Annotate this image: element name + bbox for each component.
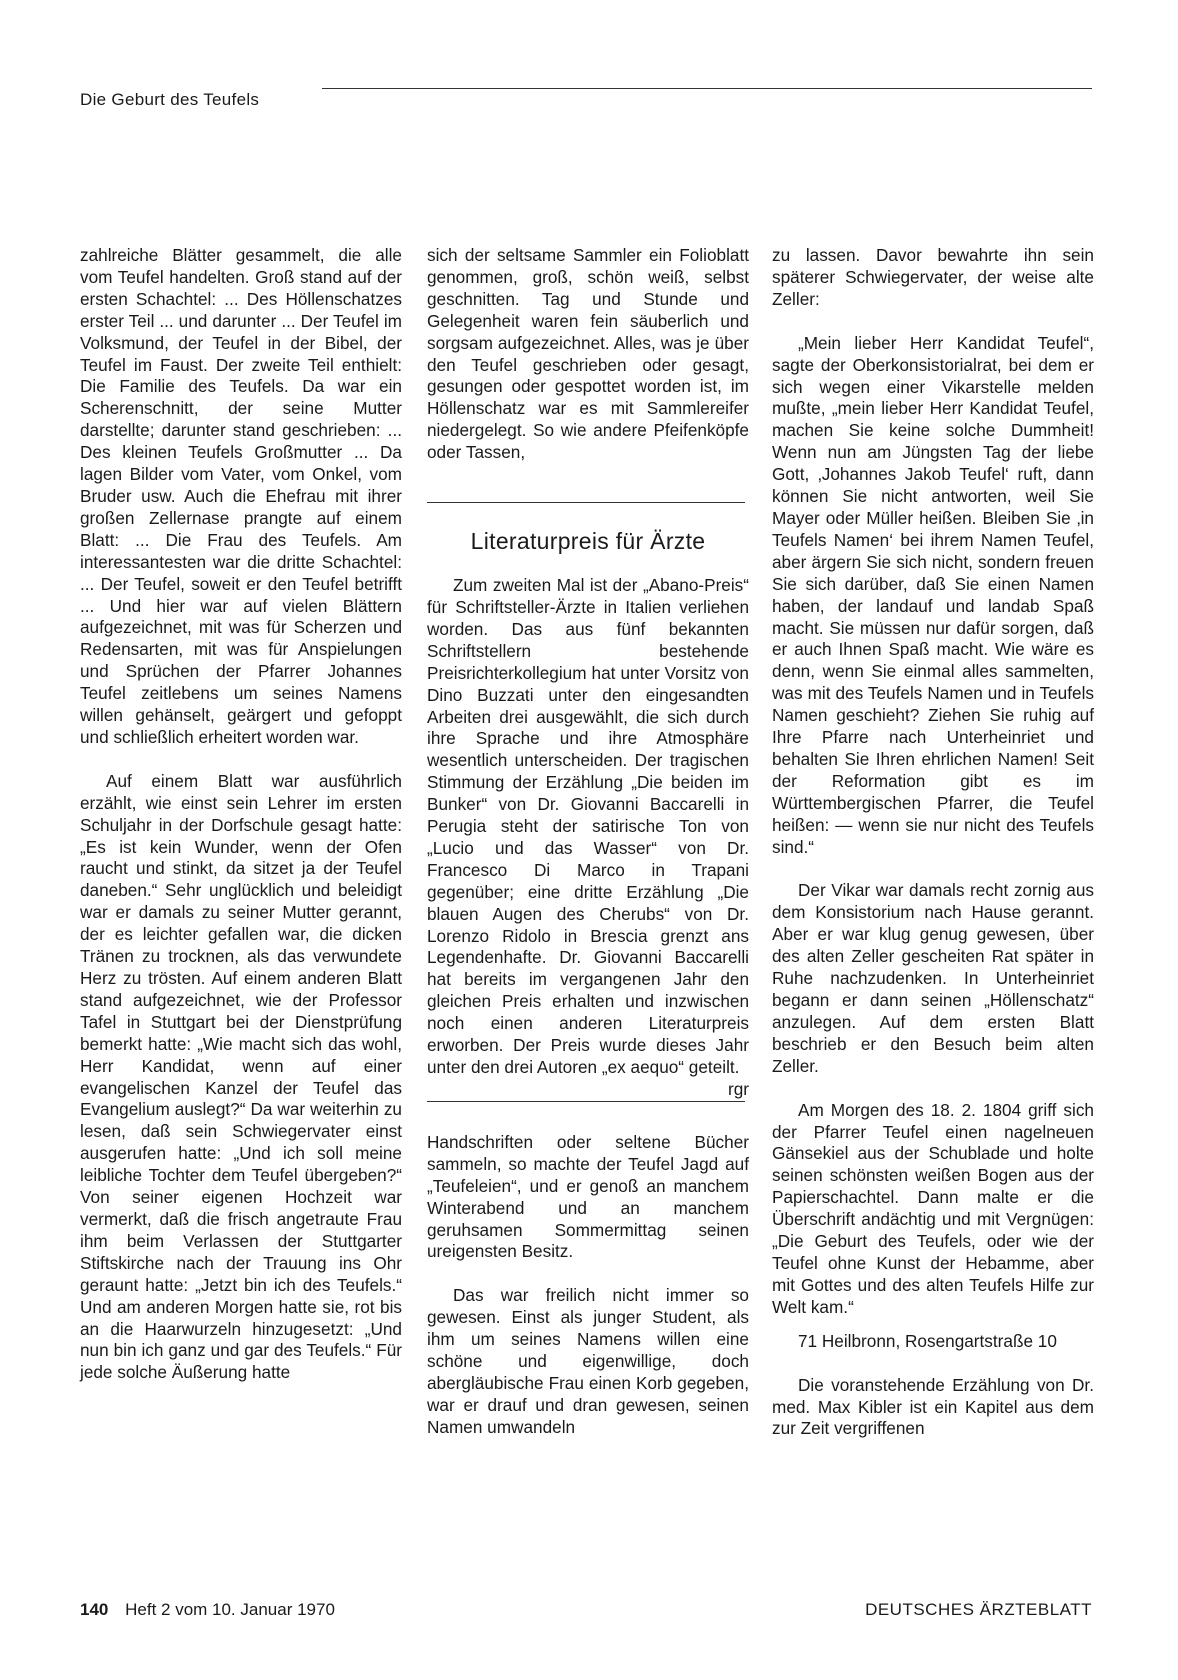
paragraph: Das war freilich nicht immer so gewesen. Einst als junger Student, als ihm um seines Namens willen eine schöne und eigenwillige, doch abergläubische Frau einen Korb gegeben, war er drauf und dran gewesen, seinen Namen umwandeln xyxy=(427,1285,749,1437)
column-1 xyxy=(80,245,402,1384)
paragraph: Am Morgen des 18. 2. 1804 griff sich der Pfarrer Teufel einen nagelneuen Gänsekiel aus der Schublade und holte seinen schönsten weißen Bogen aus der Papierschachtel. Dann malte er die Überschrift andächtig und mit Vergnügen: „Die Geburt des Teufels, oder wie der Teufel ohne Kunst der Hebamme, aber mit Gottes und des alten Teufels Hilfe zur Welt kam.“ xyxy=(772,1099,1094,1317)
header-rule xyxy=(322,88,1092,89)
issue-info: Heft 2 vom 10. Januar 1970 xyxy=(125,1600,335,1619)
paragraph: Auf einem Blatt war ausführlich erzählt, wie einst sein Lehrer im ersten Schuljahr in der Dorfschule gesagt hatte: „Es ist kein Wunder, wenn der Ofen raucht und stinkt, da sitzet ja der Teufel daneben.“ Sehr unglücklich und beleidigt war er damals zu seiner Mutter gerannt, der es leichter gefallen war, die dicken Tränen zu trocknen, als das verwundete Herz zu trösten. Auf einem anderen Blatt stand aufgezeichnet, wie der Professor Tafel in Stuttgart bei der Dienstprüfung bemerkt hatte: „Wie macht sich das wohl, Herr Kandidat, wenn auf einer evangelischen Kanzel der Teufel das Evangelium auslegt?“ Da war weiterhin zu lesen, daß sein Schwiegervater einst ausgerufen hatte: „Und ich soll meine leibliche Tochter dem Teufel übergeben?“ Von seiner eigenen Hochzeit war vermerkt, daß die frisch angetraute Frau ihm beim Verlassen der Stuttgarter Stiftskirche nach der Trauung ins Ohr geraunt hatte: „Jetzt bin ich des Teufels.“ Und am anderen Morgen hatte sie, rot bis an die Haarwurzeln hinzugesetzt: „Und nun bin ich ganz und gar des Teufels.“ Für jede solche Äußerung hatte xyxy=(80,770,402,1383)
paragraph: Handschriften oder seltene Bücher sammeln, so machte der Teufel Jagd auf „Teufeleien“, und er genoß an manchem Winterabend und an manchem geruhsamen Sommermittag seinen ureigensten Besitz. xyxy=(427,1131,749,1262)
paragraph: Die voranstehende Erzählung von Dr. med. Max Kibler ist ein Kapitel aus dem zur Zeit vergriffenen xyxy=(772,1374,1094,1439)
box-body: Zum zweiten Mal ist der „Abano-Preis“ für Schriftsteller-Ärzte in Italien verliehen worden. Das aus fünf bekannten Schriftstellern bestehende Preisrichterkollegium hat unter Vorsitz von Dino Buzzati unter den eingesandten Arbeiten drei ausgewählt, die sich durch ihre Sprache und ihre Atmosphäre wesentlich unterscheiden. Der tragischen Stimmung der Erzählung „Die beiden im Bunker“ von Dr. Giovanni Baccarelli in Perugia steht der satirische Ton von „Lucio und das Wasser“ von Dr. Francesco Di Marco in Trapani gegenüber; eine dritte Erzählung „Die blauen Augen des Cherubs“ von Dr. Lorenzo Ridolo in Brescia grenzt ans Legendenhafte. Dr. Giovanni Baccarelli hat bereits im vergangenen Jahr den gleichen Preis erhalten und inzwischen noch einen anderen Literaturpreis erworben. Der Preis wurde dieses Jahr unter den drei Autoren „ex aequo“ geteilt. xyxy=(427,575,749,1077)
author-address: 71 Heilbronn, Rosengartstraße 10 xyxy=(798,1330,1057,1351)
sidebar-box xyxy=(427,502,749,1102)
column-3 xyxy=(772,245,1094,1440)
box-text xyxy=(427,575,749,1099)
journal-name: DEUTSCHES ÄRZTEBLATT xyxy=(865,1600,1092,1619)
page-number: 140 xyxy=(80,1600,109,1619)
paragraph: „Mein lieber Herr Kandidat Teufel“, sagte der Oberkonsistorialrat, bei dem er sich wegen einer Vikarstelle melden mußte, „mein lieber Herr Kandidat Teufel, machen Sie keine solche Dummheit! Wenn nun am Jüngsten Tag der liebe Gott, ‚Johannes Jakob Teufel‘ ruft, dann können Sie nicht antworten, weil Sie Mayer oder Müller heißen. Bleiben Sie ‚in Teufels Namen‘ bei ihrem Namen Teufel, aber ärgern Sie sich nicht, sondern freuen Sie sich darüber, daß Sie einen Namen haben, der landauf und landab Spaß macht. Sie müssen nur dafür sorgen, daß er auch Ihnen Spaß macht. Wie wäre es denn, wenn Sie einmal alles sammelten, was mit des Teufels Namen und in Teufels Namen geschieht? Ziehen Sie ruhig auf Ihre Pfarre nach Unterheinriet und behalten Sie Ihren ehrlichen Namen! Seit der Reformation gibt es im Württembergischen Pfarrer, die Teufel heißen: — wenn sie nur nicht des Teufels sind.“ xyxy=(772,332,1094,857)
column-2 xyxy=(427,245,749,1439)
box-top-rule xyxy=(427,502,745,503)
footer-left xyxy=(80,1600,335,1620)
paragraph: Der Vikar war damals recht zornig aus dem Konsistorium nach Hause gerannt. Aber er war klug genug gewesen, über des alten Zeller gescheiten Rat später in Ruhe nachzudenken. In Unterheinriet begann er dann seinen „Höllenschatz“ anzulegen. Auf dem ersten Blatt beschrieb er den Besuch beim alten Zeller. xyxy=(772,880,1094,1076)
paragraph: sich der seltsame Sammler ein Folioblatt genommen, groß, schön weiß, selbst geschnitten. Tag und Stunde und Gelegenheit waren fein säuberlich und sorgsam aufgezeichnet. Alles, was je über den Teufel geschrieben oder gesagt, gesungen oder gespottet worden ist, im Höllenschatz war es mit Sammlereifer niedergelegt. So wie andere Pfeifenköpfe oder Tassen, xyxy=(427,245,749,463)
paragraph: zu lassen. Davor bewahrte ihn sein späterer Schwiegervater, der weise alte Zeller: xyxy=(772,245,1094,309)
box-title: Literaturpreis für Ärzte xyxy=(470,528,706,555)
paragraph: zahlreiche Blätter gesammelt, die alle vom Teufel handelten. Groß stand auf der ersten Schachtel: ... Des Höllenschatzes erster Teil ... und darunter ... Der Teufel im Volksmund, der Teufel in der Bibel, der Teufel im Faust. Der zweite Teil enthielt: Die Familie des Teufels. Da war ein Scherenschnitt, der seine Mutter darstellte; darunter stand geschrieben: ... Des kleinen Teufels Großmutter ... Da lagen Bilder vom Vater, vom Onkel, vom Bruder usw. Auch die Ehefrau mit ihrer großen Zellernase prangte auf einem Blatt: ... Die Frau des Teufels. Am interessantesten war die dritte Schachtel: ... Der Teufel, soweit er den Teufel betrifft ... Und hier war auf vielen Blättern aufgezeichnet, mit was für Scherzen und Redensarten, mit was für Anspielungen und Sprüchen der Pfarrer Johannes Teufel zeitlebens um seines Namens willen gehänselt, geärgert und gefoppt und schließlich erheitert worden war. xyxy=(80,245,402,747)
running-title: Die Geburt des Teufels xyxy=(80,90,260,109)
box-signature: rgr xyxy=(727,1078,749,1099)
